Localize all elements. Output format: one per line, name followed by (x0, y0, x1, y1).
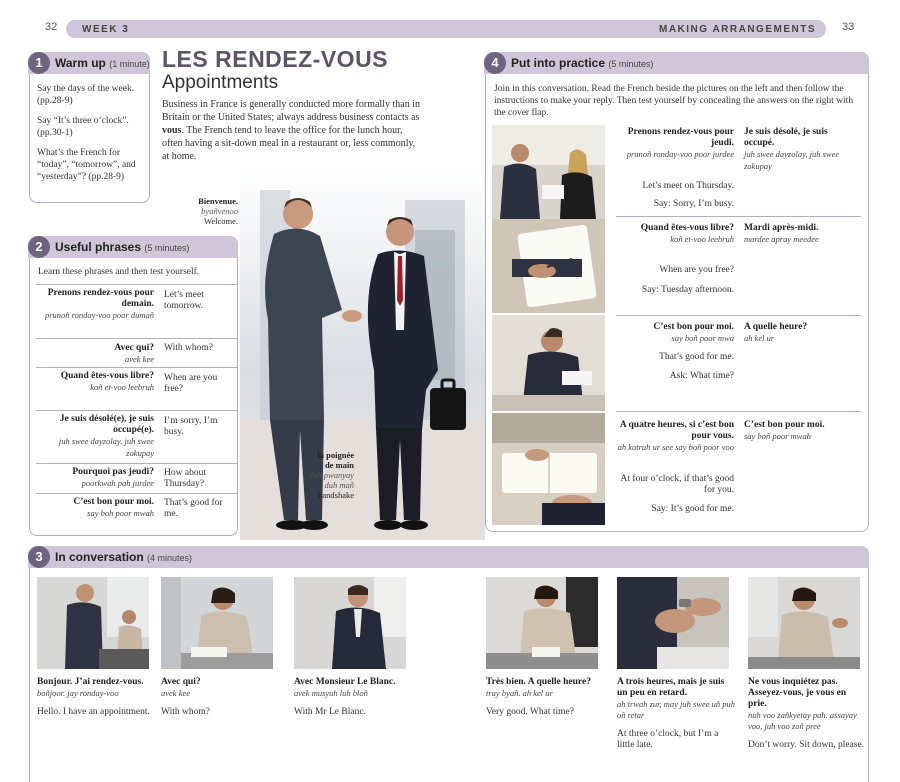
warmup-header (28, 52, 150, 74)
practice-row: C’est bon pour moi. say boñ poor mwa That’s good for me. Ask: What time? A quelle heure? ah kel ur (616, 315, 861, 411)
intro-text: Business in France is generally conducted more formally than in Britain or the United States; always address business contacts as vous. The French tend to leave the office for the lunch hour, often having a sit-down meal in a restaurant or, less commonly, at home. (162, 99, 420, 162)
useful-intro: Learn these phrases and then test yourself. (38, 267, 200, 277)
practice-answer: C’est bon pour moi. say boñ poor mwah (744, 420, 825, 441)
page-header (0, 18, 900, 40)
warmup-title: Warm up (1 minute) (55, 56, 150, 70)
practice-panel (485, 52, 869, 532)
conversation-line: Ne vous inquiétez pas. Asseyez-vous, je vous en prie. nuh voo zañkyetay pah. assayay voo, juh voo zoñ pree Don’t worry. Sit down, please. (748, 677, 865, 750)
warmup-item: Say the days of the week. (pp.28-9) (37, 84, 135, 106)
conversation-header (28, 546, 869, 568)
practice-photo (492, 315, 605, 411)
conversation-number: 3 (28, 546, 50, 568)
useful-phrases-panel (29, 236, 238, 536)
practice-header (484, 52, 869, 74)
week-label: WEEK 3 (82, 24, 130, 35)
conversation-line: Bonjour. J’ai rendez-vous. boñjoor. jay ronday-voo Hello. I have an appointment. (37, 677, 150, 717)
useful-title: Useful phrases (5 minutes) (55, 240, 190, 254)
phrase-row: Avec qui? avek kee With whom? (36, 338, 238, 368)
handshake-label: la poignée de main lah pwanyay duh mañ handshake (310, 450, 354, 500)
conversation-line: Très bien. A quelle heure? tray byañ. ah kel ur Very good. What time? (486, 677, 591, 717)
practice-intro: Join in this conversation. Read the French beside the pictures on the left and then follow the instructions to make your reply. Then test yourself by concealing the answers on the right with the cover flap. (494, 84, 854, 118)
welcome-label: Bienvenue. byañvenoo Welcome. (198, 196, 238, 226)
practice-answer: Mardi après-midi. mardee apray meedee (744, 223, 819, 244)
phrase-row: Quand êtes-vous libre? koñ et-voo leebruh When are you free? (36, 367, 238, 410)
page-subtitle: Appointments (162, 72, 279, 93)
handshake-illustration (240, 170, 485, 540)
practice-row: A quatre heures, si c’est bon pour vous. ah katruh ur see say boñ poor voo At four o’clock, if that’s good for you. Say: It’s good for me. C’est bon pour moi. say boñ poor mwah (616, 411, 861, 525)
warmup-list (37, 83, 149, 191)
warmup-item: What’s the French for “today”, “tomorrow”, and “yesterday”? (pp.28-9) (37, 148, 136, 182)
section-label: MAKING ARRANGEMENTS (658, 24, 816, 35)
page-title: LES RENDEZ-VOUS (162, 46, 389, 72)
conversation-photo (161, 577, 273, 669)
conversation-line: Avec Monsieur Le Blanc. avek musyuh luh bloñ With Mr Le Blanc. (294, 677, 396, 717)
conversation-panel (29, 546, 869, 782)
practice-answer: A quelle heure? ah kel ur (744, 322, 808, 343)
phrase-row: Pourquoi pas jeudi? poorkwah pah jurdee How about Thursday? (36, 463, 238, 493)
useful-number: 2 (28, 236, 50, 258)
handshake-photo (240, 170, 485, 540)
conversation-photo (37, 577, 149, 669)
warmup-panel (29, 52, 150, 203)
phrase-row: Je suis désolé(e), je suis occupé(e). juh swee dayzolay, juh swee zokupay I’m sorry, I’m busy. (36, 410, 238, 463)
conversation-photo (617, 577, 729, 669)
right-page-number: 33 (842, 21, 855, 33)
practice-photo (492, 413, 605, 525)
practice-answer: Je suis désolé, je suis occupé. juh swee dayzolay, juh swee zokupay (744, 127, 840, 171)
practice-row: Prenons rendez-vous pour jeudi. prunoñ ronday-voo poor jurdee Let’s meet on Thursday. Say: Sorry, I’m busy. Je suis désolé, je suis occupé. juh swee dayzolay, juh swee zokupay (616, 125, 861, 219)
practice-row: Quand êtes-vous libre? koñ et-voo leebruh When are you free? Say: Tuesday afternoon. Mardi après-midi. mardee apray meedee (616, 216, 861, 313)
conversation-photo (294, 577, 406, 669)
phrase-row: C’est bon pour moi. say boh poor mwah That’s good for me. (36, 493, 238, 533)
useful-header (28, 236, 238, 258)
conversation-photo (486, 577, 598, 669)
conversation-title: In conversation (4 minutes) (55, 550, 193, 564)
left-page-number: 32 (45, 21, 58, 33)
practice-number: 4 (484, 52, 506, 74)
conversation-line: Avec qui? avek kee With whom? (161, 677, 210, 717)
warmup-item: Say “It’s three o’clock”. (pp.30-1) (37, 116, 129, 138)
practice-photo (492, 219, 605, 313)
warmup-number: 1 (28, 52, 50, 74)
conversation-photo (748, 577, 860, 669)
conversation-line: A trois heures, mais je suis un peu en retard. ah trwah zur, may juh swee uñ puh oñ retar At three o’clock, but I’m a little late. (617, 677, 736, 750)
phrase-row: Prenons rendez-vous pour demain. prunoñ ronday-voo poor dumañ Let’s meet tomorrow. (36, 284, 238, 338)
practice-title: Put into practice (5 minutes) (511, 56, 654, 70)
practice-photo (492, 125, 605, 219)
